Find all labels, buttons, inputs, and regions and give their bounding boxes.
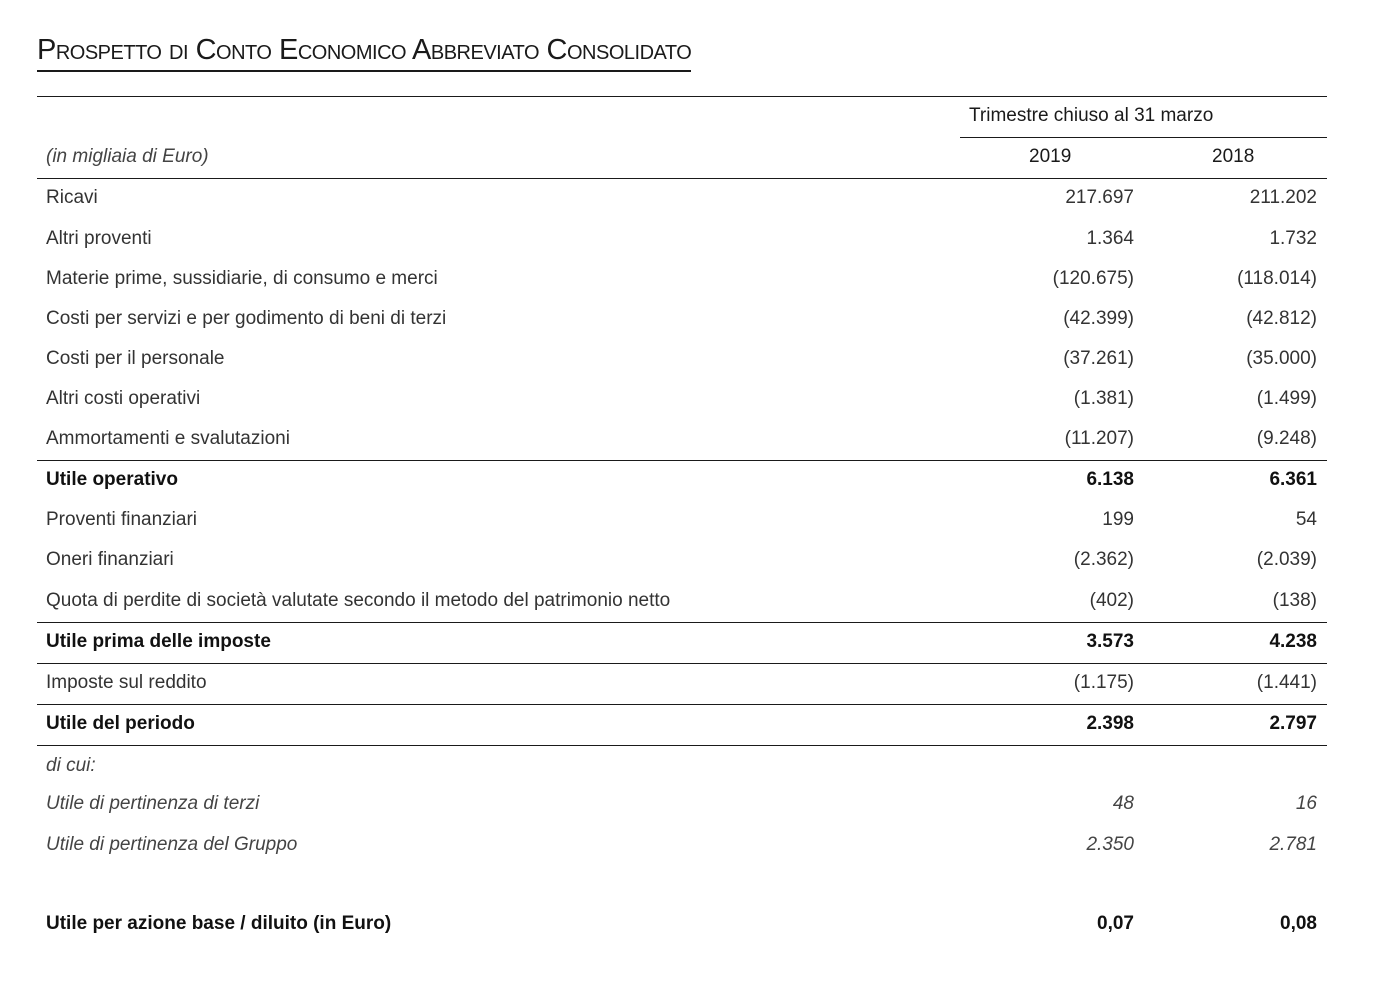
row-ricavi-2018: 211.202	[1249, 187, 1317, 208]
row-utile-per-azione-2019: 0,07	[1097, 913, 1134, 934]
row-utile-ante-imposte-2019: 3.573	[1086, 631, 1134, 652]
row-proventi-finanziari-label: Proventi finanziari	[46, 509, 198, 530]
rule-before-imposte	[37, 663, 1327, 664]
period-underline	[960, 137, 1327, 138]
row-quota-perdite-2018: (138)	[1272, 590, 1317, 611]
row-costi-personale-2018: (35.000)	[1246, 348, 1317, 369]
row-costi-servizi-2018: (42.812)	[1246, 308, 1317, 329]
row-proventi-finanziari-2018: 54	[1295, 509, 1317, 530]
row-utile-ante-imposte-label: Utile prima delle imposte	[46, 631, 271, 652]
row-materie-prime-2018: (118.014)	[1237, 268, 1317, 289]
row-quota-perdite-label: Quota di perdite di società valutate secondo il metodo del patrimonio netto	[46, 590, 671, 611]
row-costi-servizi-2019: (42.399)	[1063, 308, 1134, 329]
header-bottom-rule	[37, 178, 1327, 179]
row-utile-periodo-label: Utile del periodo	[46, 713, 195, 734]
row-utile-per-azione-2018: 0,08	[1280, 913, 1317, 934]
year-2018-heading: 2018	[1212, 146, 1255, 167]
row-utile-periodo-2019: 2.398	[1086, 713, 1134, 734]
row-oneri-finanziari-2018: (2.039)	[1256, 549, 1317, 570]
row-ammortamenti-label: Ammortamenti e svalutazioni	[46, 428, 290, 449]
row-utile-gruppo-2018: 2.781	[1269, 834, 1317, 855]
page-title: Prospetto di Conto Economico Abbreviato Consolidato	[37, 30, 691, 72]
row-quota-perdite-2019: (402)	[1089, 590, 1134, 611]
row-altri-proventi-2018: 1.732	[1269, 228, 1317, 249]
year-2019-heading: 2019	[1029, 146, 1072, 167]
rule-after-utile-periodo	[37, 745, 1327, 746]
rule-before-utile-ante-imposte	[37, 622, 1327, 623]
row-imposte-label: Imposte sul reddito	[46, 672, 207, 693]
row-utile-gruppo-2019: 2.350	[1086, 834, 1134, 855]
row-costi-servizi-label: Costi per servizi e per godimento di beni di terzi	[46, 308, 447, 329]
rule-before-utile-operativo	[37, 460, 1327, 461]
row-ammortamenti-2019: (11.207)	[1064, 428, 1134, 449]
row-oneri-finanziari-2019: (2.362)	[1073, 549, 1134, 570]
row-utile-operativo-2019: 6.138	[1086, 469, 1134, 490]
row-imposte-2019: (1.175)	[1073, 672, 1134, 693]
row-utile-periodo-2018: 2.797	[1269, 713, 1317, 734]
row-utile-ante-imposte-2018: 4.238	[1269, 631, 1317, 652]
table-top-rule	[37, 96, 1327, 97]
row-utile-operativo-2018: 6.361	[1269, 469, 1317, 490]
row-utile-gruppo-label: Utile di pertinenza del Gruppo	[46, 834, 298, 855]
row-ricavi-label: Ricavi	[46, 187, 98, 208]
row-ricavi-2019: 217.697	[1065, 187, 1134, 208]
row-ammortamenti-2018: (9.248)	[1256, 428, 1317, 449]
row-di-cui-label: di cui:	[46, 755, 96, 776]
row-altri-costi-2019: (1.381)	[1073, 388, 1134, 409]
row-imposte-2018: (1.441)	[1256, 672, 1317, 693]
row-materie-prime-label: Materie prime, sussidiarie, di consumo e merci	[46, 268, 438, 289]
row-utile-operativo-label: Utile operativo	[46, 469, 178, 490]
row-altri-costi-2018: (1.499)	[1256, 388, 1317, 409]
row-utile-terzi-label: Utile di pertinenza di terzi	[46, 793, 260, 814]
row-materie-prime-2019: (120.675)	[1052, 268, 1134, 289]
row-proventi-finanziari-2019: 199	[1102, 509, 1134, 530]
row-utile-per-azione-label: Utile per azione base / diluito (in Euro)	[46, 913, 392, 934]
row-oneri-finanziari-label: Oneri finanziari	[46, 549, 174, 570]
row-costi-personale-label: Costi per il personale	[46, 348, 225, 369]
row-utile-terzi-2019: 48	[1112, 793, 1134, 814]
unit-label: (in migliaia di Euro)	[46, 146, 209, 167]
row-altri-proventi-label: Altri proventi	[46, 228, 152, 249]
row-altri-costi-label: Altri costi operativi	[46, 388, 201, 409]
period-heading: Trimestre chiuso al 31 marzo	[969, 105, 1214, 126]
row-altri-proventi-2019: 1.364	[1086, 228, 1134, 249]
row-utile-terzi-2018: 16	[1295, 793, 1317, 814]
rule-before-utile-periodo	[37, 704, 1327, 705]
row-costi-personale-2019: (37.261)	[1063, 348, 1134, 369]
